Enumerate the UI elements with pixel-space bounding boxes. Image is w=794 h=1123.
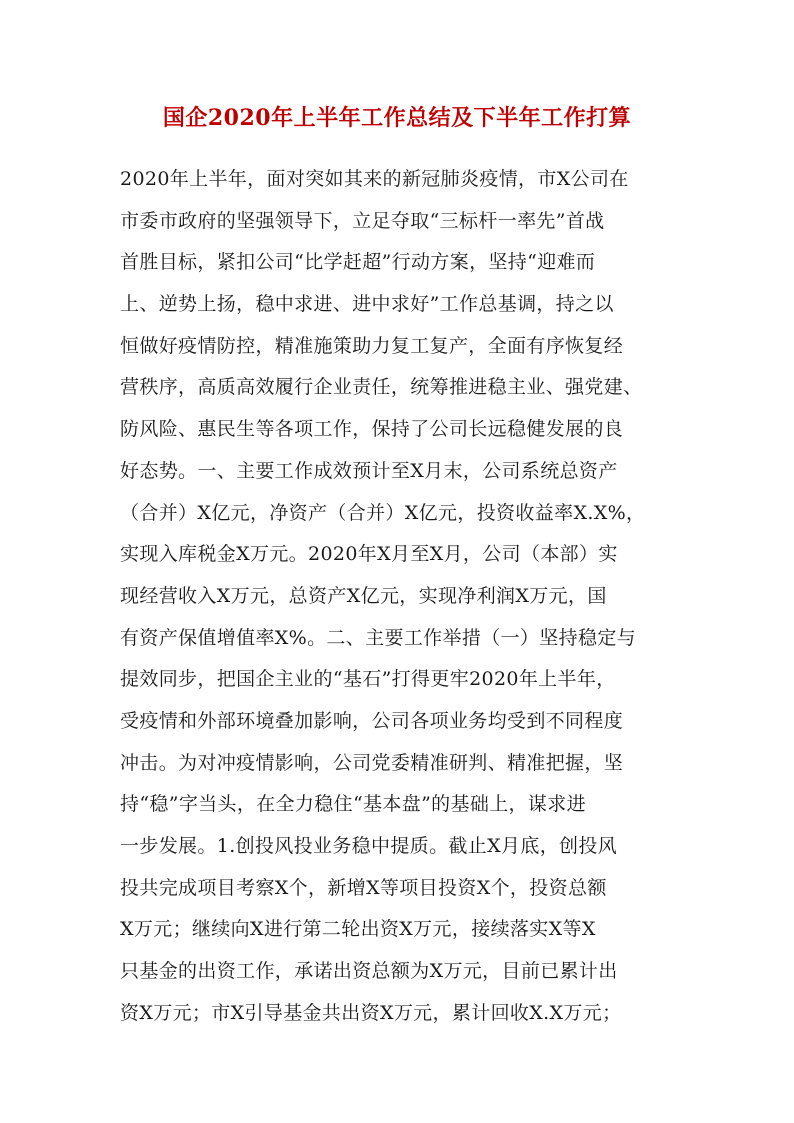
body-line: 营秩序，高质高效履行企业责任，统筹推进稳主业、强党建、 [120,376,643,399]
body-line: 市委市政府的坚强领导下，立足夺取“三标杆一率先”首战 [120,209,605,232]
body-line: 资X万元；市X引导基金共出资X万元，累计回收X.X万元； [120,1001,622,1024]
body-line: 恒做好疫情防控，精准施策助力复工复产，全面有序恢复经 [120,334,624,357]
body-line: 防风险、惠民生等各项工作，保持了公司长远稳健发展的良 [120,418,624,441]
body-line: 受疫情和外部环境叠加影响，公司各项业务均受到不同程度 [120,709,624,732]
body-line: 冲击。为对冲疫情影响，公司党委精准研判、精准把握，坚 [120,751,624,774]
body-line: 首胜目标，紧扣公司“比学赶超”行动方案，坚持“迎难而 [120,251,596,274]
body-line: 有资产保值增值率X%。二、主要工作举措（一）坚持稳定与 [120,626,637,649]
body-line: 实现入库税金X万元。2020年X月至X月，公司（本部）实 [120,543,618,566]
body-line: X万元；继续向X进行第二轮出资X万元，接续落实X等X [120,918,596,941]
body-line: 只基金的出资工作，承诺出资总额为X万元，目前已累计出 [120,960,618,983]
body-line: 一步发展。1.创投风投业务稳中提质。截止X月底，创投风 [120,835,618,857]
body-line: 现经营收入X万元，总资产X亿元，实现净利润X万元，国 [120,584,607,607]
body-line: 持“稳”字当头，在全力稳住“基本盘”的基础上，谋求进 [120,793,586,816]
body-line: 提效同步，把国企主业的“基石”打得更牢2020年上半年， [120,668,616,691]
document-body [120,164,680,1039]
body-line: 上、逆势上扬，稳中求进、进中求好”工作总基调，持之以 [120,293,614,316]
body-line: 好态势。一、主要工作成效预计至X月末，公司系统总资产 [120,459,618,482]
body-line: 2020年上半年，面对突如其来的新冠肺炎疫情，市X公司在 [120,168,629,190]
document-title: 国企2020年上半年工作总结及下半年工作打算 [162,105,632,131]
body-line: （合并）X亿元，净资产（合并）X亿元，投资收益率X.X%， [120,501,646,524]
body-line: 投共完成项目考察X个，新增X等项目投资X个，投资总额 [120,876,607,899]
